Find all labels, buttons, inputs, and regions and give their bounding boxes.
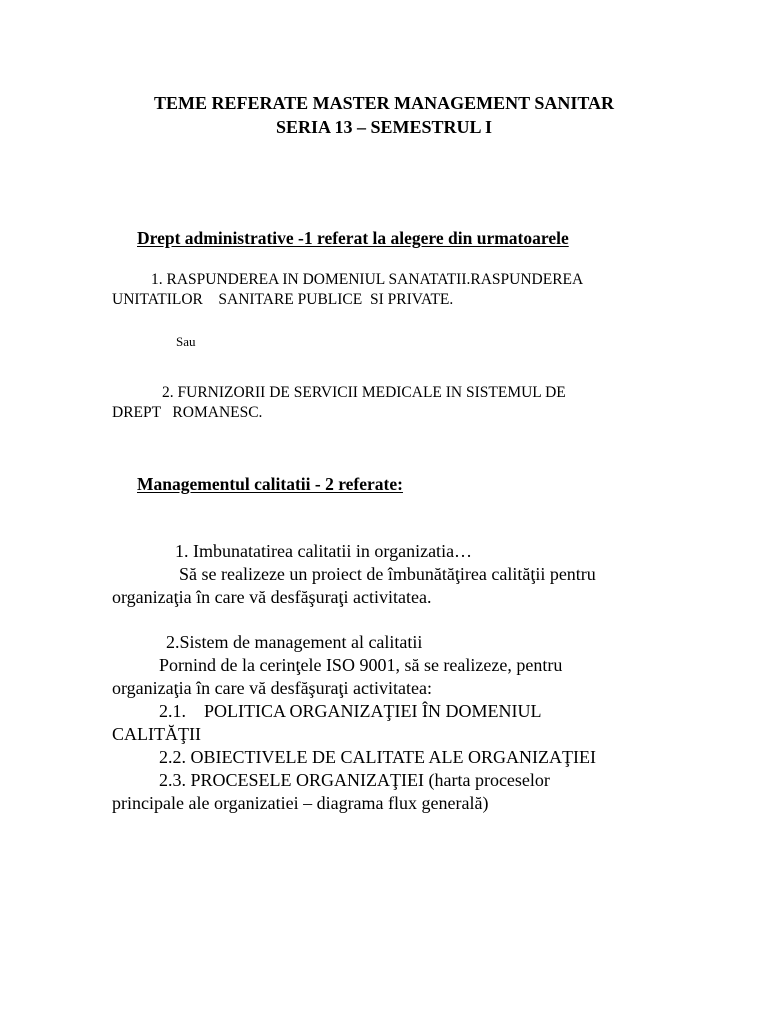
section1-item1-line-1: 1. RASPUNDEREA IN DOMENIUL SANATATII.RASPUNDEREA <box>151 271 584 288</box>
section2-item2-line-1: Pornind de la cerinţele ISO 9001, să se realizeze, pentru <box>159 655 563 675</box>
separator-sau: Sau <box>176 334 196 349</box>
section2-sub1-line-1: 2.1. POLITICA ORGANIZAŢIEI ÎN DOMENIUL <box>159 701 542 721</box>
section2-sub3-line-1: 2.3. PROCESELE ORGANIZAŢIEI (harta proceselor <box>159 770 550 790</box>
section2-item2-title: 2.Sistem de management al calitatii <box>166 632 423 652</box>
section1-item1-line-2: UNITATILOR SANITARE PUBLICE SI PRIVATE. <box>112 291 454 308</box>
section2-sub3-line-2: principale ale organizatiei – diagrama flux generală) <box>112 793 489 813</box>
section2-item1-line-1: Să se realizeze un proiect de îmbunătăţirea calităţii pentru <box>179 564 596 584</box>
document-title-line-1: TEME REFERATE MASTER MANAGEMENT SANITAR <box>153 93 615 113</box>
section-heading-drept-administrativ: Drept administrative -1 referat la alegere din urmatoarele <box>137 228 569 248</box>
section2-sub2: 2.2. OBIECTIVELE DE CALITATE ALE ORGANIZAŢIEI <box>159 747 596 767</box>
section2-item2-line-2: organizaţia în care vă desfăşuraţi activitatea: <box>112 678 433 698</box>
section1-item2-line-2: DREPT ROMANESC. <box>112 404 263 421</box>
document-title-line-2: SERIA 13 – SEMESTRUL I <box>275 117 493 137</box>
section2-item1-line-2: organizaţia în care vă desfăşuraţi activitatea. <box>112 587 432 607</box>
section2-sub1-line-2: CALITĂŢII <box>112 724 201 744</box>
section-heading-managementul-calitatii: Managementul calitatii - 2 referate: <box>137 474 403 494</box>
section2-item1-title: 1. Imbunatatirea calitatii in organizatia… <box>175 541 473 561</box>
section1-item2-line-1: 2. FURNIZORII DE SERVICII MEDICALE IN SISTEMUL DE <box>162 384 566 401</box>
